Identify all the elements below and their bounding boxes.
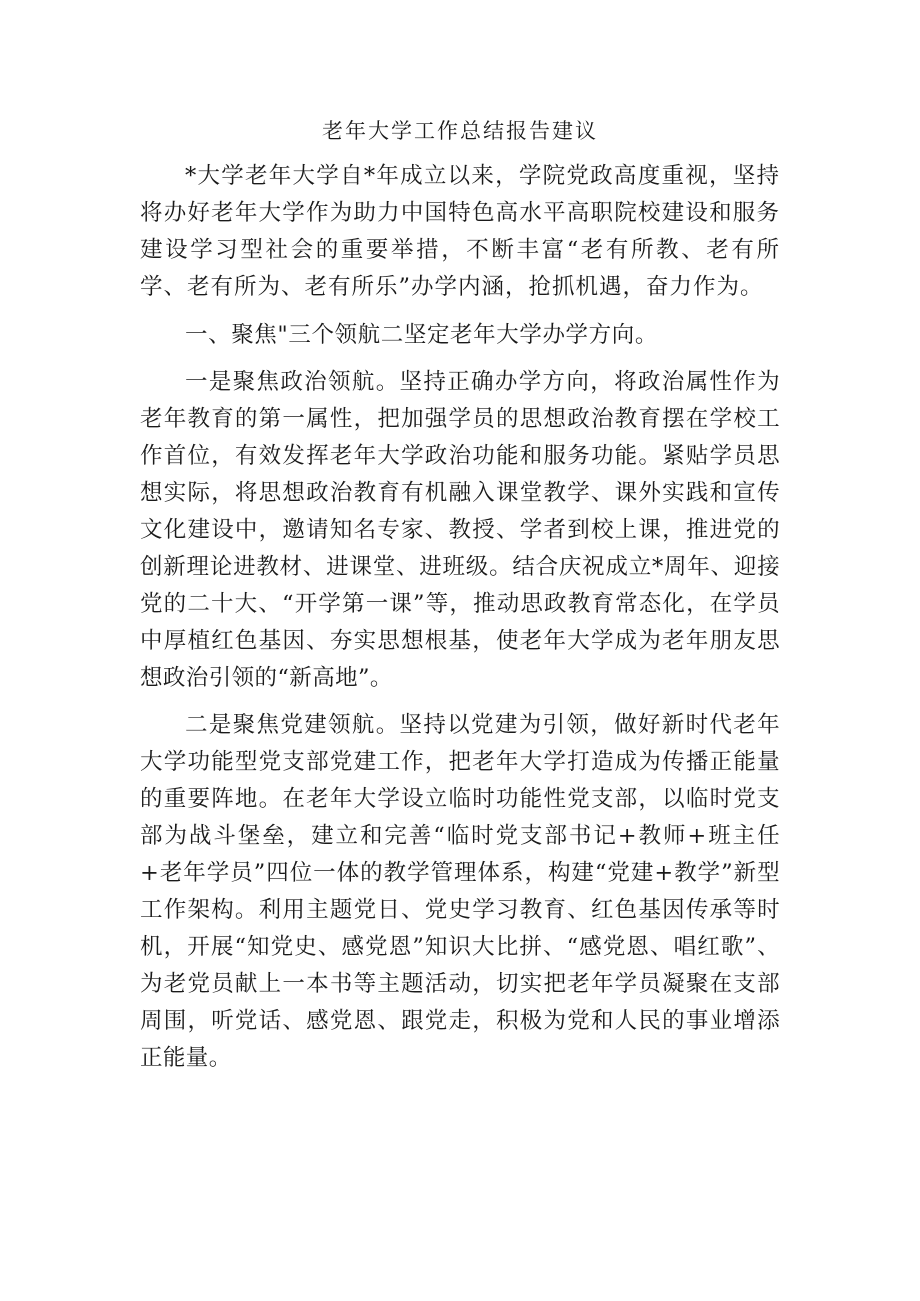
paragraph-intro: *大学老年大学自*年成立以来，学院党政高度重视，坚持将办好老年大学作为助力中国特色高水平高职院校建设和服务建设学习型社会的重要举措，不断丰富“老有所教、老有所学、老有所为、老有所乐”办学内涵，抢抓机遇，奋力作为。 (140, 163, 780, 300)
paragraph-party-building-leadership: 二是聚焦党建领航。坚持以党建为引领，做好新时代老年大学功能型党支部党建工作，把老年大学打造成为传播正能量的重要阵地。在老年大学设立临时功能性党支部，以临时党支部为战斗堡垒，建立和完善“临时党支部书记+教师+班主任+老年学员”四位一体的教学管理体系，构建“党建+教学”新型工作架构。利用主题党日、党史学习教育、红色基因传承等时机，开展“知党史、感党恩”知识大比拼、“感党恩、唱红歌”、为老党员献上一本书等主题活动，切实把老年学员凝聚在支部周围，听党话、感党恩、跟党走，积极为党和人民的事业增添正能量。 (140, 712, 780, 1071)
paragraph-political-leadership: 一是聚焦政治领航。坚持正确办学方向，将政治属性作为老年教育的第一属性，把加强学员的思想政治教育摆在学校工作首位，有效发挥老年大学政治功能和服务功能。紧贴学员思想实际，将思想政治教育有机融入课堂教学、课外实践和宣传文化建设中，邀请知名专家、教授、学者到校上课，推进党的创新理论进教材、进课堂、进班级。结合庆祝成立*周年、迎接党的二十大、“开学第一课”等，推动思政教育常态化，在学员中厚植红色基因、夯实思想根基，使老年大学成为老年朋友思想政治引领的“新高地”。 (140, 369, 780, 691)
section-heading-one: 一、聚焦"三个领航二坚定老年大学办学方向。 (185, 322, 658, 348)
document-body (140, 158, 780, 1077)
document-title: 老年大学工作总结报告建议 (322, 119, 598, 143)
